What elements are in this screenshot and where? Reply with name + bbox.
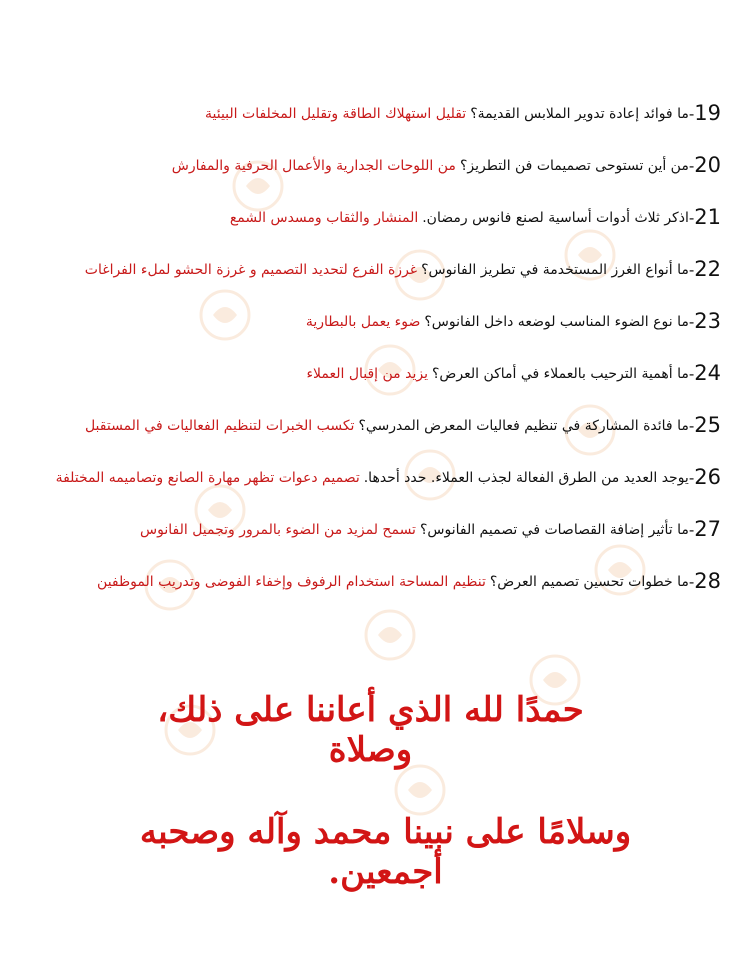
answer-text: يزيد من إقبال العملاء bbox=[306, 365, 428, 382]
question-number: 20 bbox=[694, 153, 721, 178]
answer-text: ضوء يعمل بالبطارية bbox=[305, 313, 421, 330]
answer-text: تقليل استهلاك الطاقة وتقليل المخلفات البيئية bbox=[205, 105, 467, 122]
dash: - bbox=[688, 469, 695, 487]
question-text: ما خطوات تحسين تصميم العرض؟ bbox=[489, 573, 689, 590]
answer-text: من اللوحات الجدارية والأعمال الحرفية والمفارش bbox=[171, 157, 456, 174]
question-list bbox=[55, 88, 721, 608]
dash: - bbox=[688, 365, 695, 383]
dash: - bbox=[688, 157, 695, 175]
question-number: 27 bbox=[694, 517, 721, 542]
question-number: 24 bbox=[694, 361, 721, 386]
question-text: ما نوع الضوء المناسب لوضعه داخل الفانوس؟ bbox=[424, 313, 689, 330]
dash: - bbox=[688, 313, 695, 331]
answer-text: تكسب الخبرات لتنظيم الفعاليات في المستقبل bbox=[84, 417, 355, 434]
dash: - bbox=[688, 573, 695, 591]
dash: - bbox=[688, 105, 695, 123]
list-item bbox=[90, 140, 721, 192]
question-number: 22 bbox=[694, 257, 721, 282]
question-text: ما فوائد إعادة تدوير الملابس القديمة؟ bbox=[470, 105, 689, 122]
question-number: 21 bbox=[694, 205, 721, 230]
closing-line-1: حمدًا لله الذي أعاننا على ذلك، وصلاة bbox=[157, 690, 584, 770]
closing-prayer bbox=[20, 690, 721, 892]
answer-text: غرزة الفرع لتحديد التصميم و غرزة الحشو لملء الفراغات bbox=[84, 261, 418, 278]
dash: - bbox=[688, 209, 695, 227]
list-item bbox=[55, 452, 721, 504]
list-item bbox=[90, 192, 721, 244]
question-text: ما فائدة المشاركة في تنظيم فعاليات المعرض المدرسي؟ bbox=[358, 417, 689, 434]
question-text: ما أنواع الغرز المستخدمة في تطريز الفانوس؟ bbox=[421, 261, 689, 278]
list-item bbox=[84, 400, 721, 452]
question-number: 23 bbox=[694, 309, 721, 334]
question-text: من أين تستوحى تصميمات فن التطريز؟ bbox=[459, 157, 689, 174]
list-item bbox=[90, 556, 721, 608]
question-number: 25 bbox=[694, 413, 721, 438]
list-item bbox=[90, 88, 721, 140]
list-item bbox=[84, 244, 721, 296]
question-number: 26 bbox=[694, 465, 721, 490]
list-item bbox=[90, 348, 721, 400]
question-text: اذكر ثلاث أدوات أساسية لصنع فانوس رمضان. bbox=[422, 209, 689, 226]
question-text: ما تأثير إضافة القصاصات في تصميم الفانوس؟ bbox=[419, 521, 689, 538]
dash: - bbox=[688, 417, 695, 435]
answer-text: تسمح لمزيد من الضوء بالمرور وتجميل الفانوس bbox=[140, 521, 416, 538]
question-number: 28 bbox=[694, 569, 721, 594]
answer-text: تنظيم المساحة استخدام الرفوف وإخفاء الفوضى وتدريب الموظفين bbox=[97, 573, 486, 590]
question-number: 19 bbox=[694, 101, 721, 126]
question-text: ما أهمية الترحيب بالعملاء في أماكن العرض؟ bbox=[432, 365, 689, 382]
list-item bbox=[90, 504, 721, 556]
list-item bbox=[90, 296, 721, 348]
question-text: يوجد العديد من الطرق الفعالة لجذب العملاء. حدد أحدها. bbox=[363, 469, 689, 486]
closing-line-2: وسلامًا على نبينا محمد وآله وصحبه أجمعين. bbox=[139, 812, 632, 892]
dash: - bbox=[688, 261, 695, 279]
brain-logo-icon bbox=[360, 605, 420, 665]
dash: - bbox=[688, 521, 695, 539]
answer-text: المنشار والثقاب ومسدس الشمع bbox=[229, 209, 419, 226]
answer-text: تصميم دعوات تظهر مهارة الصانع وتصاميمه المختلفة bbox=[55, 469, 360, 486]
